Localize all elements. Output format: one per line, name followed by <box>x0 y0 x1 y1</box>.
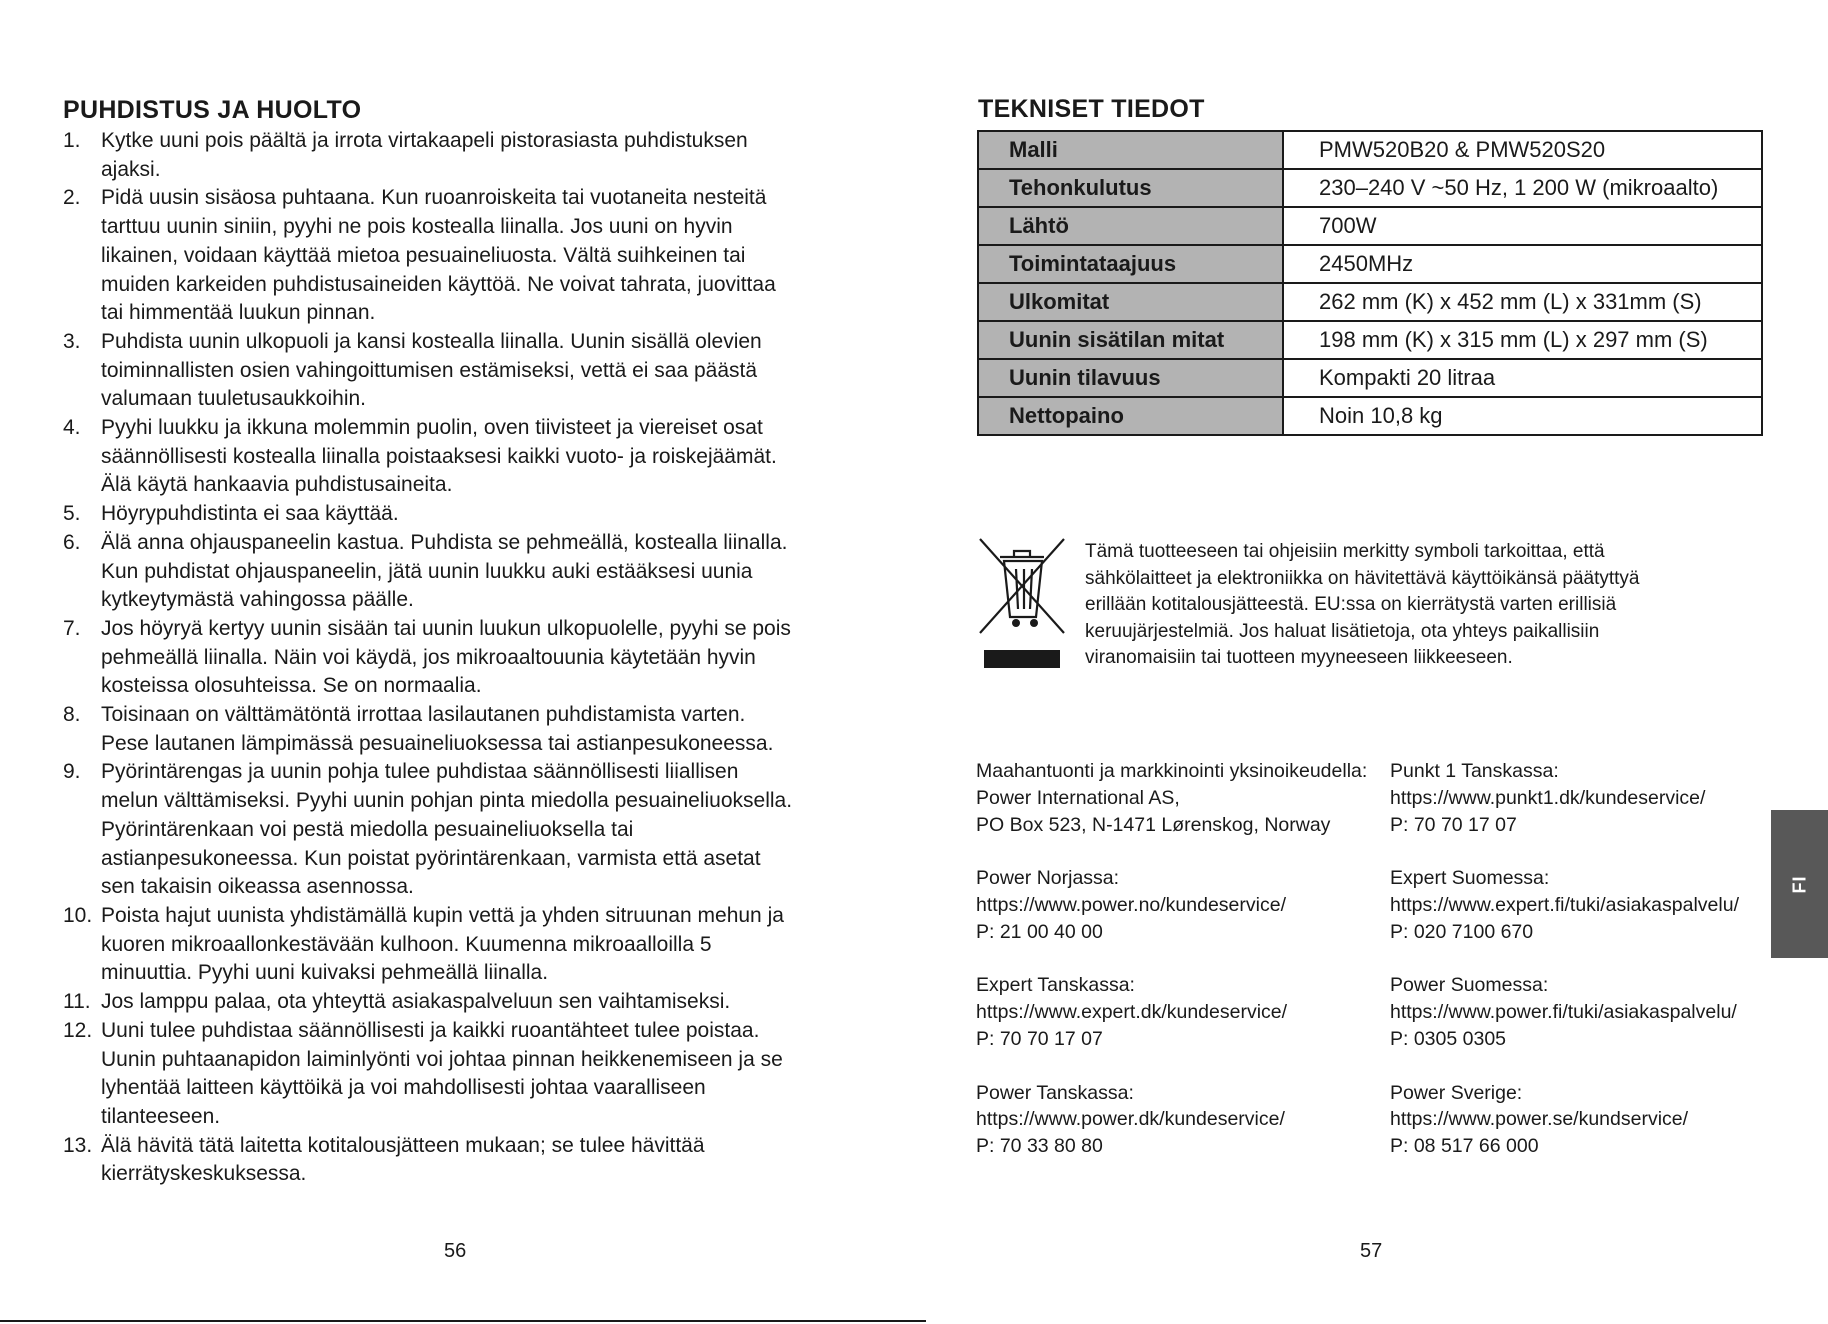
instruction-item <box>63 184 863 328</box>
instruction-line: Pyyhi luukku ja ikkuna molemmin puolin, oven tiivisteet ja viereiset osat <box>101 416 763 440</box>
spec-key: Ulkomitat <box>978 283 1283 321</box>
instruction-number: 10. <box>63 903 93 927</box>
instruction-line: Älä käytä hankaavia puhdistusaineita. <box>101 473 453 497</box>
instruction-line: tilanteeseen. <box>101 1104 221 1128</box>
instruction-number: 1. <box>63 129 81 152</box>
contact-phone: P: 70 70 17 07 <box>976 1027 1103 1050</box>
contact-url[interactable]: Power International AS, <box>976 786 1180 809</box>
cleaning-title: PUHDISTUS JA HUOLTO <box>63 96 362 124</box>
spec-row <box>978 359 1762 397</box>
contact-url[interactable]: https://www.punkt1.dk/kundeservice/ <box>1390 786 1706 809</box>
instruction-line: Pese lautanen lämpimässä pesuaineliuoksessa tai astianpesukoneessa. <box>101 731 774 755</box>
instruction-line: valumaan tuuletusaukkoihin. <box>101 387 367 411</box>
weee-line: erillään kotitalousjätteestä. EU:ssa on kierrätystä varten erillisiä <box>1085 594 1617 615</box>
spec-key: Tehonkulutus <box>978 169 1283 207</box>
spec-row <box>978 169 1762 207</box>
spec-key: Uunin sisätilan mitat <box>978 321 1283 359</box>
contact-block <box>976 865 1367 945</box>
instruction-number: 5. <box>63 502 81 526</box>
spec-key: Lähtö <box>978 207 1283 245</box>
spec-row <box>978 397 1762 435</box>
spec-value: 262 mm (K) x 452 mm (L) x 331mm (S) <box>1283 283 1762 321</box>
language-tab-label: FI <box>1789 875 1809 893</box>
spec-value: 2450MHz <box>1283 245 1762 283</box>
spec-value: 198 mm (K) x 315 mm (L) x 297 mm (S) <box>1283 321 1762 359</box>
instruction-item <box>63 902 863 988</box>
contact-block <box>976 758 1367 838</box>
bottom-rule <box>0 1320 926 1322</box>
weee-disposal-text <box>1085 539 1785 672</box>
spec-value: Noin 10,8 kg <box>1283 397 1762 435</box>
instruction-line: kuoren mikroaallonkestävään kulhoon. Kuumenna mikroaalloilla 5 <box>101 932 712 956</box>
instruction-number: 9. <box>63 760 81 784</box>
contact-phone: PO Box 523, N-1471 Lørenskog, Norway <box>976 813 1331 836</box>
instruction-line: Uunin puhtaanapidon laiminlyönti voi johtaa pinnan heikkenemiseen ja se <box>101 1047 783 1071</box>
instruction-line: Pyörintärengas ja uunin pohja tulee puhdistaa säännöllisesti liiallisen <box>101 760 739 784</box>
instruction-number: 6. <box>63 530 81 554</box>
instruction-line: Kun puhdistat ohjauspaneelin, jätä uunin luukku auki estääksesi uunia <box>101 559 753 583</box>
instruction-line: Poista hajut uunista yhdistämällä kupin vettä ja yhden sitruunan mehun ja <box>101 903 784 927</box>
instruction-item <box>63 701 863 758</box>
spec-key: Nettopaino <box>978 397 1283 435</box>
contact-url[interactable]: https://www.expert.fi/tuki/asiakaspalvelu/ <box>1390 893 1739 916</box>
instruction-line: toiminnallisten osien vahingoittumisen estämiseksi, vettä ei saa päästä <box>101 358 758 382</box>
instruction-number: 8. <box>63 703 81 727</box>
contact-label: Expert Suomessa: <box>1390 867 1550 890</box>
instruction-item <box>63 758 863 902</box>
instruction-line: tarttuu uunin siniin, pyyhi ne pois kostealla liinalla. Jos uuni on hyvin <box>101 215 733 239</box>
contact-label: Maahantuonti ja markkinointi yksinoikeudella: <box>976 760 1368 782</box>
contact-url[interactable]: https://www.expert.dk/kundeservice/ <box>976 1001 1288 1024</box>
instruction-line: muiden karkeiden puhdistusaineiden käyttöä. Ne voivat tahrata, juovittaa <box>101 272 776 296</box>
contact-phone: P: 70 70 17 07 <box>1390 813 1517 836</box>
instruction-number: 7. <box>63 616 81 640</box>
spec-value: Kompakti 20 litraa <box>1283 359 1762 397</box>
contact-url[interactable]: https://www.power.dk/kundeservice/ <box>976 1108 1285 1131</box>
instruction-item <box>63 127 863 184</box>
instruction-line: Älä hävitä tätä laitetta kotitalousjätteen mukaan; se tulee hävittää <box>101 1133 705 1157</box>
instruction-item <box>63 1017 863 1132</box>
instruction-line: Jos lamppu palaa, ota yhteyttä asiakaspalveluun sen vaihtamiseksi. <box>101 990 731 1014</box>
instruction-number: 4. <box>63 416 81 440</box>
instruction-number: 12. <box>63 1018 93 1042</box>
instruction-line: sen takaisin oikeassa asennossa. <box>101 875 414 899</box>
cleaning-instructions-list <box>63 127 863 1189</box>
contact-url[interactable]: https://www.power.no/kundeservice/ <box>976 893 1286 916</box>
instruction-line: Puhdista uunin ulkopuoli ja kansi kostealla liinalla. Uunin sisällä olevien <box>101 329 762 353</box>
instruction-line: tai himmentää luukun pinnan. <box>101 301 376 325</box>
instruction-line: lyhentää laitteen käyttöikä ja voi mahdollisesti johtaa vaaralliseen <box>101 1076 706 1100</box>
spec-row <box>978 283 1762 321</box>
instruction-line: Toisinaan on välttämätöntä irrottaa lasilautanen puhdistamista varten. <box>101 703 746 727</box>
contact-label: Power Tanskassa: <box>976 1081 1134 1104</box>
contact-phone: P: 70 33 80 80 <box>976 1135 1103 1158</box>
contact-label: Punkt 1 Tanskassa: <box>1390 760 1559 782</box>
contact-label: Power Suomessa: <box>1390 974 1549 997</box>
weee-line: viranomaisiin tai tuotteen myyneeseen liikkeeseen. <box>1085 647 1513 668</box>
weee-line: Tämä tuotteeseen tai ohjeisiin merkitty symboli tarkoittaa, että <box>1085 541 1605 562</box>
spec-value: 700W <box>1283 207 1762 245</box>
instruction-line: kosteissa olosuhteissa. Se on normaalia. <box>101 674 482 698</box>
instruction-line: kierrätyskeskuksessa. <box>101 1162 307 1186</box>
instruction-line: Uuni tulee puhdistaa säännöllisesti ja kaikki ruoantähteet tulee poistaa. <box>101 1018 760 1042</box>
contact-phone: P: 21 00 40 00 <box>976 920 1103 943</box>
instruction-number: 13. <box>63 1133 93 1157</box>
instruction-line: Pidä uusin sisäosa puhtaana. Kun ruoanroiskeita tai vuotaneita nesteitä <box>101 186 767 210</box>
instruction-line: astianpesukoneessa. Kun poistat pyörintärenkaan, varmista että asetat <box>101 846 761 870</box>
contact-block <box>1390 1080 1739 1160</box>
spec-row <box>978 207 1762 245</box>
contact-label: Power Sverige: <box>1390 1081 1523 1104</box>
contacts-column-right <box>1390 758 1739 1187</box>
spec-value: PMW520B20 & PMW520S20 <box>1283 131 1762 169</box>
language-tab <box>1771 810 1828 958</box>
spec-row <box>978 321 1762 359</box>
instruction-number: 11. <box>63 990 91 1014</box>
contact-block <box>976 972 1367 1052</box>
contact-block <box>1390 865 1739 945</box>
instruction-line: säännöllisesti kostealla liinalla poistaaksesi kaikki vuoto- ja roiskejäämät. <box>101 444 777 468</box>
contact-label: Power Norjassa: <box>976 867 1120 890</box>
contact-block <box>976 1080 1367 1160</box>
page-number-left: 56 <box>444 1240 467 1262</box>
instruction-line: likainen, voidaan käyttää mietoa pesuaineliuosta. Vältä suihkeinen tai <box>101 243 746 267</box>
instruction-line: Kytke uuni pois päältä ja irrota virtakaapeli pistorasiasta puhdistuksen <box>101 129 748 152</box>
spec-row <box>978 245 1762 283</box>
instruction-line: Jos höyryä kertyy uunin sisään tai uunin luukun ulkopuolelle, pyyhi se pois <box>101 616 791 640</box>
specs-title: TEKNISET TIEDOT <box>978 95 1205 123</box>
spec-row <box>978 131 1762 169</box>
contact-block <box>1390 972 1739 1052</box>
instruction-line: ajaksi. <box>101 157 161 181</box>
instruction-item <box>63 615 863 701</box>
right-page <box>914 0 1828 1324</box>
instruction-line: kytkeytymästä vahingossa päälle. <box>101 588 414 612</box>
instruction-line: Höyrypuhdistinta ei saa käyttää. <box>101 502 399 526</box>
page-number-right: 57 <box>1360 1240 1383 1262</box>
contact-phone: P: 08 517 66 000 <box>1390 1135 1539 1158</box>
instruction-item <box>63 328 863 414</box>
contact-phone: P: 0305 0305 <box>1390 1027 1507 1050</box>
instruction-item <box>63 500 863 529</box>
instruction-item <box>63 1132 863 1189</box>
instruction-line: minuuttia. Pyyhi uuni kuivaksi pehmeällä liinalla. <box>101 961 549 985</box>
contact-block <box>1390 758 1739 838</box>
instruction-item <box>63 414 863 500</box>
instruction-item <box>63 988 863 1017</box>
spec-key: Toimintataajuus <box>978 245 1283 283</box>
weee-line: keruujärjestelmiä. Jos haluat lisätietoja, ota yhteys paikallisiin <box>1085 620 1600 642</box>
weee-line: sähkölaitteet ja elektroniikka on hävitettävä käyttöikänsä päätyttyä <box>1085 567 1640 589</box>
crossed-out-bin-icon <box>976 535 1068 670</box>
spec-key: Uunin tilavuus <box>978 359 1283 397</box>
spec-table <box>977 130 1763 436</box>
instruction-line: melun välttämiseksi. Pyyhi uunin pohjan pinta miedolla pesuaineliuoksella. <box>101 789 793 813</box>
spec-value: 230–240 V ~50 Hz, 1 200 W (mikroaalto) <box>1283 169 1762 207</box>
contacts-column-left <box>976 758 1367 1187</box>
contact-url[interactable]: https://www.power.fi/tuki/asiakaspalvelu/ <box>1390 1001 1737 1024</box>
instruction-line: Pyörintärenkaan voi pestä miedolla pesuaineliuoksella tai <box>101 817 634 841</box>
spec-key: Malli <box>978 131 1283 169</box>
instruction-line: pehmeällä liinalla. Näin voi käydä, jos mikroaaltouunia käytetään hyvin <box>101 645 756 669</box>
instruction-number: 2. <box>63 186 81 210</box>
instruction-line: Älä anna ohjauspaneelin kastua. Puhdista se pehmeällä, kostealla liinalla. <box>101 530 788 554</box>
contact-url[interactable]: https://www.power.se/kundservice/ <box>1390 1108 1689 1131</box>
instruction-number: 3. <box>63 329 81 353</box>
instruction-item <box>63 529 863 615</box>
contact-phone: P: 020 7100 670 <box>1390 920 1534 943</box>
contact-label: Expert Tanskassa: <box>976 974 1135 997</box>
